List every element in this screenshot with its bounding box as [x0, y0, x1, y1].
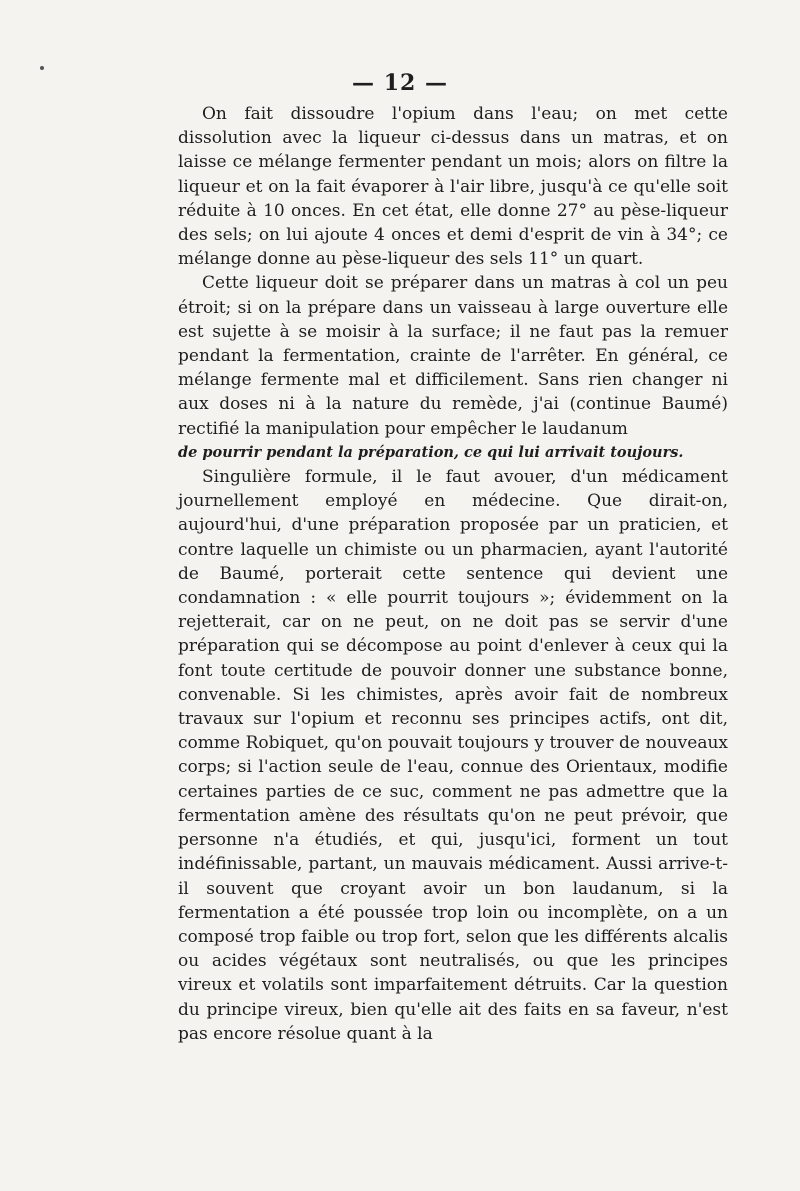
- paragraph-3: Singulière formule, il le faut avouer, d'un médicament journellement employé en médecine. Que dirait-on, aujourd'hui, d'une préparation proposée par un praticien, et contre laquelle un chimiste ou un pharmacien, ayant l'autorité de Baumé, porterait cette sentence qui devient une condamnation : « elle pourrit toujours »; évidemment on la rejetterait, car on ne peut, on ne doit pas se servir d'une préparation qui se décompose au point d'enlever à ceux qui la font toute certitude de pouvoir donner une substance bonne, convenable. Si les chimistes, après avoir fait de nombreux travaux sur l'opium et reconnu ses principes actifs, ont dit, comme Robiquet, qu'on pouvait toujours y trouver de nouveaux corps; si l'action seule de l'eau, connue des Orientaux, modifie certaines parties de ce suc, comment ne pas admettre que la fermentation amène des résultats qu'on ne peut prévoir, que personne n'a étudiés, et qui, jusqu'ici, forment un tout indéfinissable, partant, un mauvais médicament. Aussi arrive-t-il souvent que croyant avoir un bon laudanum, si la fermentation a été poussée trop loin ou incomplète, on a un composé trop faible ou trop fort, selon que les différents alcalis ou acides végétaux sont neutralisés, ou que les principes vireux et volatils sont imparfaitement détruits. Car la question du principe vireux, bien qu'elle ait des faits en sa faveur, n'est pas encore résolue quant à la: [178, 467, 728, 1044]
- body-text: [178, 102, 728, 1046]
- paragraph-2-italic-quote: de pourrir pendant la préparation, ce qui lui arrivait toujours.: [178, 443, 684, 461]
- paragraph-2: Cette liqueur doit se préparer dans un matras à col un peu étroit; si on la prépare dans un vaisseau à large ouverture elle est sujette à se moisir à la surface; il ne faut pas la remuer pendant la fermentation, crainte de l'arrêter. En général, ce mélange fermente mal et difficilement. Sans rien changer ni aux doses ni à la nature du remède, j'ai (continue Baumé) rectifié la manipulation pour empêcher le laudanum: [178, 273, 728, 439]
- page-number: — 12 —: [352, 70, 448, 96]
- paragraph-1: On fait dissoudre l'opium dans l'eau; on met cette dissolution avec la liqueur ci-dessus dans un matras, et on laisse ce mélange fermenter pendant un mois; alors on filtre la liqueur et on la fait évaporer à l'air libre, jusqu'à ce qu'elle soit réduite à 10 onces. En cet état, elle donne 27° au pèse-liqueur des sels; on lui ajoute 4 onces et demi d'esprit de vin à 34°; ce mélange donne au pèse-liqueur des sels 11° un quart.: [178, 104, 728, 270]
